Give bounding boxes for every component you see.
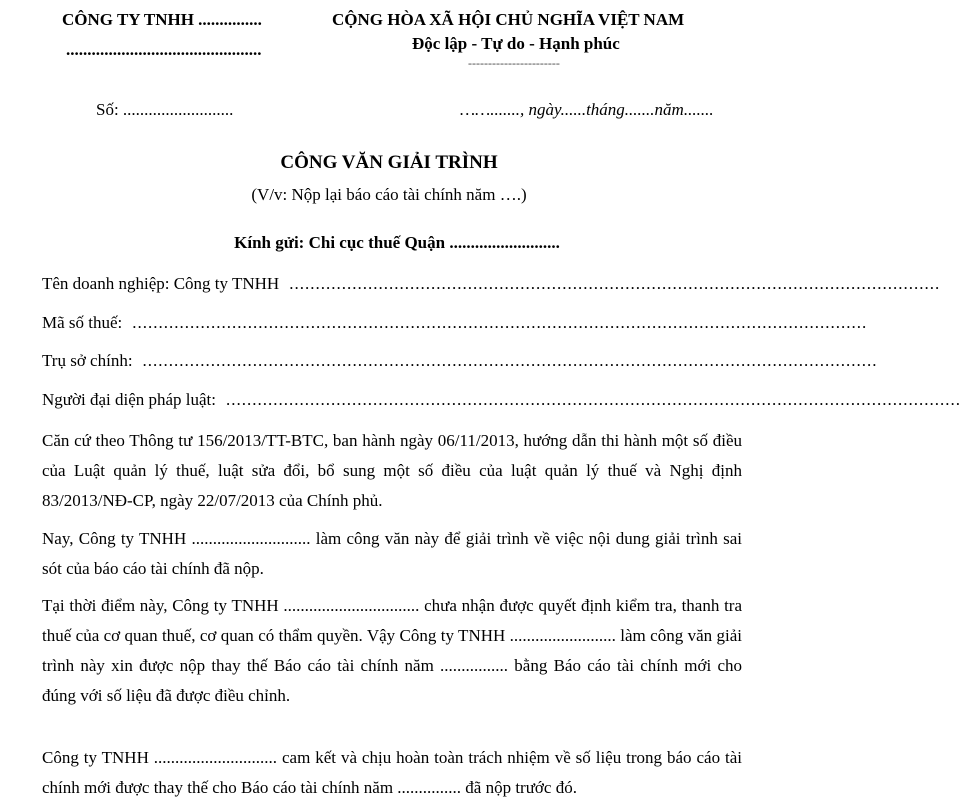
country-name: CỘNG HÒA XÃ HỘI CHỦ NGHĨA VIỆT NAM (332, 10, 685, 29)
field-company-name (42, 274, 941, 294)
field-dots: ............................................................................................................................................ (226, 390, 961, 409)
document-subject: (V/v: Nộp lại báo cáo tài chính năm ….) (251, 185, 527, 204)
field-legal-representative (42, 390, 961, 410)
paragraph-purpose: Nay, Công ty TNHH ............................ làm công văn này để giải trình về việc nội dung giải trình sai sót của báo cáo tài chính đã nộp. (42, 529, 742, 578)
motto-underline: ----------------------- (468, 56, 560, 70)
field-label: Mã số thuế: (42, 313, 123, 332)
document-number: Số: .......................... (96, 100, 234, 119)
field-tax-code (42, 313, 868, 333)
paragraph-request: Tại thời điểm này, Công ty TNHH ................................ chưa nhận được quyết định kiểm tra, thanh tra thuế của cơ quan thuế, cơ quan có thẩm quyền. Vậy Công ty TNHH ......................... làm công văn giải trình này xin được nộp thay thế Báo cáo tài chính năm ................ bằng Báo cáo tài chính mới cho đúng với số liệu đã được điều chỉnh. (42, 596, 742, 705)
field-dots: ............................................................................................................................................ (142, 351, 878, 370)
national-motto: Độc lập - Tự do - Hạnh phúc (412, 34, 620, 53)
document-date: ……......., ngày......tháng.......năm....... (460, 100, 714, 119)
field-head-office (42, 351, 878, 371)
field-label: Trụ sở chính: (42, 351, 133, 370)
paragraph-commitment: Công ty TNHH ............................. cam kết và chịu hoàn toàn trách nhiệm về số liệu trong báo cáo tài chính mới được thay thế cho Báo cáo tài chính năm ............... đã nộp trước đó. (42, 748, 742, 797)
field-dots: ............................................................................................................................ (289, 274, 941, 293)
company-name-dots: .............................................. (66, 40, 262, 59)
document-title: CÔNG VĂN GIẢI TRÌNH (280, 152, 498, 173)
field-label: Tên doanh nghiệp: Công ty TNHH (42, 274, 280, 293)
paragraph-legal-basis: Căn cứ theo Thông tư 156/2013/TT-BTC, ban hành ngày 06/11/2013, hướng dẫn thi hành một số điều của Luật quản lý thuế, luật sửa đổi, bổ sung một số điều của luật quản lý thuế và Nghị định 83/2013/NĐ-CP, ngày 22/07/2013 của Chính phủ. (42, 431, 742, 510)
recipient-line: Kính gửi: Chi cục thuế Quận .......................... (234, 233, 560, 252)
field-dots: ............................................................................................................................................ (132, 313, 868, 332)
company-title: CÔNG TY TNHH ............... (62, 10, 262, 29)
field-label: Người đại diện pháp luật: (42, 390, 217, 409)
